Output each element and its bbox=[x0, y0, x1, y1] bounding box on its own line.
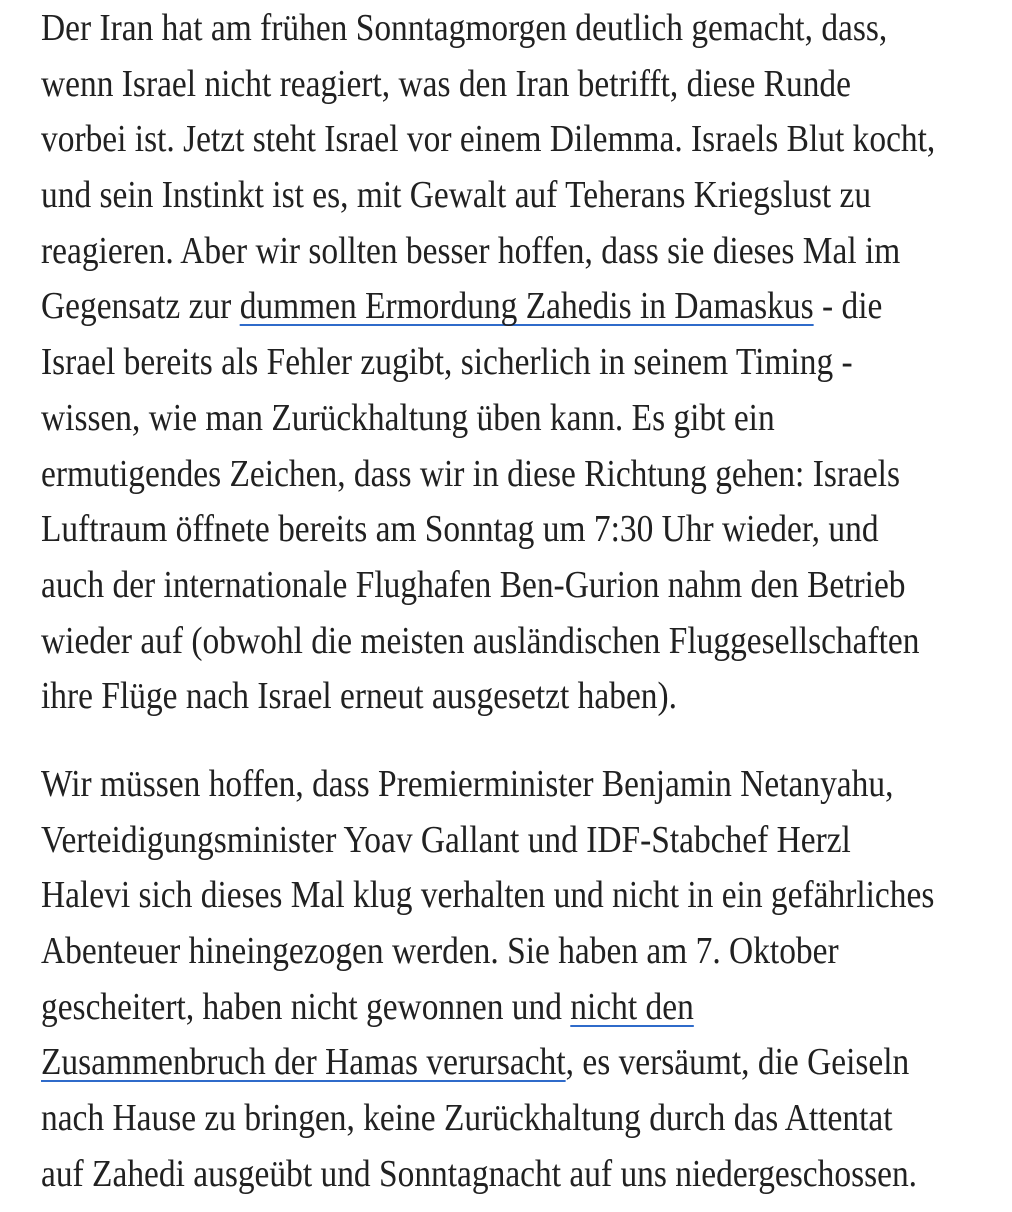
text-segment: Gegensatz zur bbox=[41, 285, 240, 328]
text-line bbox=[41, 1147, 918, 1203]
text-segment: Wir müssen hoffen, dass Premierminister Benjamin Netanyahu, bbox=[41, 762, 894, 805]
text-line bbox=[41, 757, 894, 813]
text-segment: nach Hause zu bringen, keine Zurückhaltung durch das Attentat bbox=[41, 1097, 893, 1140]
text-segment: Verteidigungsminister Yoav Gallant und IDF-Stabchef Herzl bbox=[41, 818, 851, 861]
text-segment: vorbei ist. Jetzt steht Israel vor einem Dilemma. Israels Blut kocht, bbox=[41, 118, 936, 161]
text-line bbox=[41, 391, 860, 447]
text-line bbox=[41, 168, 872, 224]
text-line bbox=[41, 1091, 893, 1147]
text-segment: ermutigendes Zeichen, dass wir in diese Richtung gehen: Israels bbox=[41, 452, 900, 495]
text-segment: auf Zahedi ausgeübt und Sonntagnacht auf uns niedergeschossen. bbox=[41, 1152, 918, 1195]
text-segment: Abenteuer hineingezogen werden. Sie haben am 7. Oktober bbox=[41, 930, 839, 972]
text-segment: Israel bereits als Fehler zugibt, sicherlich in seinem Timing - bbox=[41, 341, 853, 384]
text-line bbox=[41, 502, 879, 558]
text-line bbox=[41, 868, 935, 924]
text-line bbox=[41, 447, 900, 503]
text-line bbox=[41, 335, 860, 391]
text-segment: Halevi sich dieses Mal klug verhalten und nicht in ein gefährliches bbox=[41, 874, 935, 917]
text-line bbox=[41, 614, 920, 670]
text-segment: auch der internationale Flughafen Ben-Gurion nahm den Betrieb bbox=[41, 563, 906, 606]
text-line bbox=[41, 813, 860, 869]
text-line bbox=[41, 112, 936, 168]
text-line bbox=[41, 924, 860, 980]
text-segment: wissen, wie man Zurückhaltung üben kann. Es gibt ein bbox=[41, 396, 775, 439]
text-line bbox=[41, 57, 860, 113]
text-segment: reagieren. Aber wir sollten besser hoffen, dass sie dieses Mal im bbox=[41, 229, 901, 272]
paragraph bbox=[41, 757, 935, 1203]
text-segment: , es versäumt, die Geiseln bbox=[565, 1041, 910, 1084]
text-segment: Der Iran hat am frühen Sonntagmorgen deutlich gemacht, dass, bbox=[41, 7, 888, 49]
text-segment: wieder auf (obwohl die meisten ausländischen Fluggesellschaften bbox=[41, 619, 920, 662]
text-segment: wenn Israel nicht reagiert, was den Iran betrifft, diese Runde bbox=[41, 62, 851, 105]
text-line bbox=[41, 224, 901, 280]
paragraph-container bbox=[41, 1, 972, 1202]
text-segment: gescheitert, haben nicht gewonnen und bbox=[41, 985, 571, 1028]
text-segment: Luftraum öffnete bereits am Sonntag um 7:30 Uhr wieder, und bbox=[41, 508, 879, 551]
text-segment: und sein Instinkt ist es, mit Gewalt auf Teherans Kriegslust zu bbox=[41, 174, 872, 217]
paragraph bbox=[41, 1, 936, 725]
article-link[interactable]: nicht den bbox=[570, 985, 694, 1028]
text-line bbox=[41, 279, 883, 335]
text-line bbox=[41, 558, 906, 614]
text-segment: - die bbox=[813, 285, 883, 328]
article-link[interactable]: dummen Ermordung Zahedis in Damaskus bbox=[239, 285, 814, 328]
text-segment: ihre Flüge nach Israel erneut ausgesetzt haben). bbox=[41, 675, 678, 718]
text-line bbox=[41, 1, 888, 57]
text-line bbox=[41, 980, 860, 1036]
article-link[interactable]: Zusammenbruch der Hamas verursacht bbox=[41, 1041, 566, 1084]
text-line bbox=[41, 1035, 910, 1091]
text-line bbox=[41, 669, 860, 725]
